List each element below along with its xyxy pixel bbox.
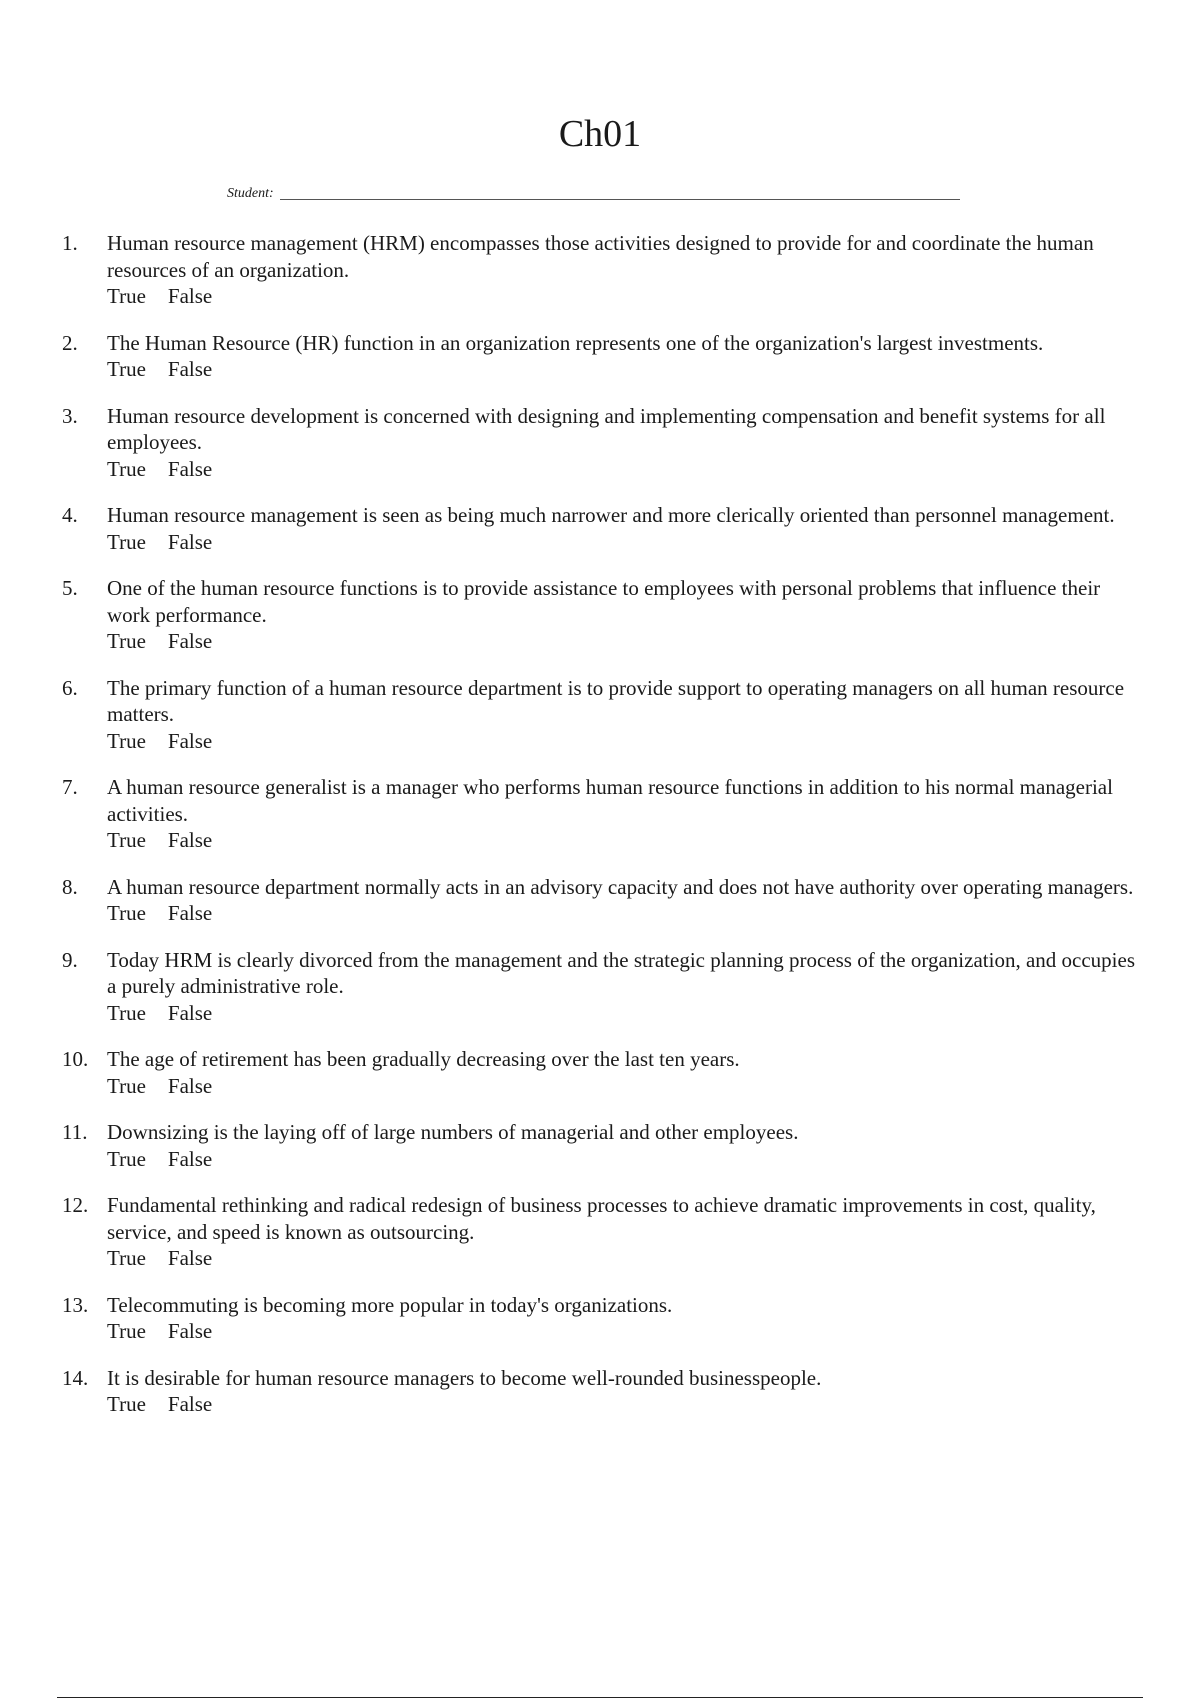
answer-options [107, 356, 1142, 383]
answer-option-true[interactable]: True [107, 456, 146, 481]
answer-options [107, 1000, 1142, 1027]
answer-option-false[interactable]: False [167, 456, 213, 481]
answer-option-false[interactable]: False [167, 1392, 213, 1416]
answer-options [107, 1146, 1142, 1173]
question-item [62, 1365, 1142, 1418]
question-item [62, 947, 1142, 1027]
answer-option-true[interactable]: True [107, 357, 146, 381]
question-list [62, 230, 1142, 1438]
answer-options [107, 1073, 1142, 1100]
question-item [62, 575, 1142, 655]
question-number: 6. [62, 675, 78, 700]
answer-option-true[interactable]: True [107, 1319, 146, 1343]
answer-option-true[interactable]: True [107, 828, 146, 852]
question-text: Human resource development is concerned with designing and implementing compensation and benefit systems for all employees. [107, 403, 1106, 454]
answer-options [107, 728, 1142, 755]
answer-option-true[interactable]: True [107, 1246, 146, 1270]
answer-options [107, 827, 1142, 854]
question-item [62, 502, 1142, 555]
question-text: Human resource management (HRM) encompasses those activities designed to provide for and coordinate the human resources of an organization. [107, 231, 1094, 282]
answer-option-false[interactable]: False [167, 828, 213, 852]
question-number: 4. [62, 503, 78, 527]
question-number: 10. [62, 1047, 89, 1071]
question-item [62, 675, 1142, 755]
answer-options [107, 283, 1142, 310]
page-title: Ch01 [558, 113, 642, 155]
answer-option-true[interactable]: True [107, 629, 146, 653]
question-number: 7. [62, 775, 78, 799]
student-label: Student: [227, 186, 274, 201]
question-text: A human resource department normally acts in an advisory capacity and does not have authority over operating managers. [107, 874, 1134, 899]
question-item [62, 1192, 1142, 1272]
student-field [227, 186, 960, 202]
answer-option-false[interactable]: False [167, 284, 213, 308]
question-number: 13. [62, 1292, 89, 1317]
answer-options [107, 456, 1142, 483]
question-text: The age of retirement has been gradually decreasing over the last ten years. [107, 1047, 740, 1071]
answer-option-false[interactable]: False [167, 1319, 213, 1343]
question-item [62, 1292, 1142, 1345]
footer-divider [57, 1697, 1143, 1698]
question-number: 5. [62, 576, 78, 600]
question-text: It is desirable for human resource managers to become well-rounded businesspeople. [107, 1365, 822, 1390]
answer-option-false[interactable]: False [167, 357, 213, 381]
question-text: Downsizing is the laying off of large numbers of managerial and other employees. [107, 1120, 799, 1144]
question-number: 14. [62, 1365, 89, 1390]
question-number: 3. [62, 403, 78, 428]
question-text: Fundamental rethinking and radical redesign of business processes to achieve dramatic improvements in cost, quality, service, and speed is known as outsourcing. [107, 1193, 1096, 1244]
question-text: The Human Resource (HR) function in an organization represents one of the organization's largest investments. [107, 330, 1044, 355]
answer-option-true[interactable]: True [107, 1000, 146, 1025]
question-text: The primary function of a human resource department is to provide support to operating managers on all human resource matters. [107, 675, 1125, 726]
question-item [62, 403, 1142, 483]
answer-option-true[interactable]: True [107, 1392, 146, 1416]
question-text: Today HRM is clearly divorced from the management and the strategic planning process of the organization, and occupies a purely administrative role. [107, 947, 1135, 998]
answer-option-false[interactable]: False [167, 1246, 213, 1270]
question-number: 9. [62, 947, 78, 972]
answer-options [107, 628, 1142, 655]
answer-option-true[interactable]: True [107, 284, 146, 308]
answer-options [107, 529, 1142, 556]
question-number: 2. [62, 330, 78, 355]
question-item [62, 230, 1142, 310]
answer-options [107, 900, 1142, 927]
question-item [62, 774, 1142, 854]
answer-option-true[interactable]: True [107, 901, 146, 925]
answer-option-true[interactable]: True [107, 529, 146, 554]
answer-options [107, 1318, 1142, 1345]
question-number: 8. [62, 874, 78, 899]
question-text: Telecommuting is becoming more popular in today's organizations. [107, 1292, 673, 1317]
student-name-line[interactable] [280, 199, 960, 200]
question-number: 1. [62, 231, 78, 255]
answer-option-true[interactable]: True [107, 728, 146, 753]
answer-option-false[interactable]: False [167, 1146, 213, 1171]
question-number: 12. [62, 1193, 89, 1217]
answer-option-false[interactable]: False [167, 1073, 213, 1098]
answer-option-false[interactable]: False [167, 629, 213, 653]
answer-option-true[interactable]: True [107, 1073, 146, 1098]
answer-option-false[interactable]: False [167, 901, 213, 925]
question-item [62, 1119, 1142, 1172]
question-text: Human resource management is seen as being much narrower and more clerically oriented than personnel management. [107, 503, 1115, 527]
question-number: 11. [62, 1120, 88, 1144]
answer-option-false[interactable]: False [167, 1000, 213, 1025]
question-item [62, 330, 1142, 383]
answer-options [107, 1245, 1142, 1272]
question-item [62, 874, 1142, 927]
question-text: A human resource generalist is a manager who performs human resource functions in addition to his normal managerial activities. [107, 775, 1113, 826]
answer-option-true[interactable]: True [107, 1146, 146, 1171]
answer-option-false[interactable]: False [167, 728, 213, 753]
answer-option-false[interactable]: False [167, 529, 213, 554]
answer-options [107, 1391, 1142, 1418]
question-text: One of the human resource functions is to provide assistance to employees with personal problems that influence their work performance. [107, 576, 1101, 627]
question-item [62, 1046, 1142, 1099]
